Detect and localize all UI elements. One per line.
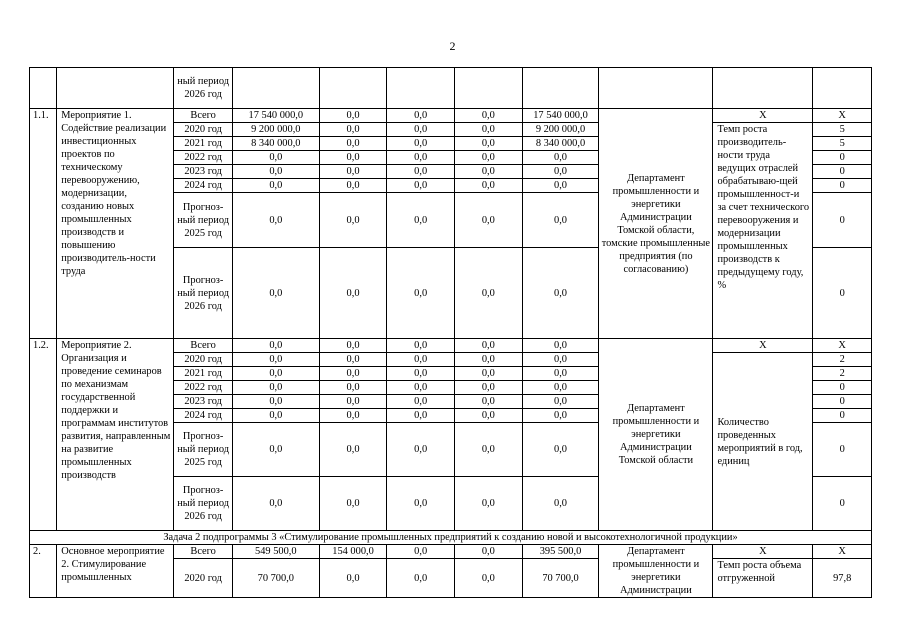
table-row: 2022 год 0,0 0,0 0,0 0,0 0,0 0	[30, 151, 872, 165]
indicator-cell: Темп роста производитель-ности труда ведущих отраслей обрабатываю-щей промышленност-и за счет технического перевооружения и модернизации промышленных производств к предыдущему году, %	[713, 123, 813, 339]
table-row: 2024 год 0,0 0,0 0,0 0,0 0,0 0	[30, 409, 872, 423]
table-row: Прогноз-ный период 2026 год 0,0 0,0 0,0 0,0 0,0 0	[30, 477, 872, 531]
table-row: 2024 год 0,0 0,0 0,0 0,0 0,0 0	[30, 179, 872, 193]
task-heading: Задача 2 подпрограммы 3 «Стимулирование промышленных предприятий к созданию новой и высокотехнологичной продукции»	[30, 531, 872, 545]
indicator-cell: Количество проведенных мероприятий в год, единиц	[713, 353, 813, 531]
table-row: 1.2. Мероприятие 2. Организация и проведение семинаров по механизмам государственной поддержки и программам институтов развития, направленным на развитие промышленных производств Всего 0,0 0,0 0,0 0,0 0,0 Департамент промышленности и энергетики Администрации Томской области Х Х	[30, 339, 872, 353]
table-row: Прогноз-ный период 2026 год 0,0 0,0 0,0 0,0 0,0 0	[30, 248, 872, 339]
page-number: 2	[449, 39, 456, 53]
table-row: 2021 год 0,0 0,0 0,0 0,0 0,0 2	[30, 367, 872, 381]
measure-name: Мероприятие 1. Содействие реализации инвестиционных проектов по техническому перевооружению, модернизации, созданию новых промышленных производств и повышению производитель-ности труда	[57, 109, 174, 339]
year-cell: ный период 2026 год	[174, 68, 233, 109]
table-row: 2020 год 0,0 0,0 0,0 0,0 0,0 Количество проведенных мероприятий в год, единиц 2	[30, 353, 872, 367]
measure-name: Мероприятие 2. Организация и проведение семинаров по механизмам государственной поддержки и программам институтов развития, направленным на развитие промышленных производств	[57, 339, 174, 531]
row-number: 1.2.	[30, 339, 57, 531]
table-row	[30, 531, 872, 545]
table-row: 1.1. Мероприятие 1. Содействие реализации инвестиционных проектов по техническому перевооружению, модернизации, созданию новых промышленных производств и повышению производитель-ности труда Всего 17 540 000,0 0,0 0,0 0,0 17 540 000,0 Департамент промышленности и энергетики Администрации Томской области, томские промышленные предприятия (по согласованию) Х Х	[30, 109, 872, 123]
indicator-cell: Темп роста объема отгруженной	[713, 559, 813, 598]
department-cell: Департамент промышленности и энергетики Администрации Томской области	[599, 339, 713, 531]
table-row	[30, 68, 872, 109]
table-row: 2021 год 8 340 000,0 0,0 0,0 0,0 8 340 000,0 5	[30, 137, 872, 151]
row-number: 2.	[30, 545, 57, 598]
table-row: Прогноз-ный период 2025 год 0,0 0,0 0,0 0,0 0,0 0	[30, 423, 872, 477]
table-row: 2020 год 9 200 000,0 0,0 0,0 0,0 9 200 000,0 Темп роста производитель-ности труда ведущих отраслей обрабатываю-щей промышленност-и за счет технического перевооружения и модернизации промышленных производств к предыдущему году, % 5	[30, 123, 872, 137]
department-cell: Департамент промышленности и энергетики Администрации	[599, 545, 713, 598]
table-row: 2. Основное мероприятие 2. Стимулирование промышленных Всего 549 500,0 154 000,0 0,0 0,0 395 500,0 Департамент промышленности и энергетики Администрации Х Х	[30, 545, 872, 559]
table-row: Прогноз-ный период 2025 год 0,0 0,0 0,0 0,0 0,0 0	[30, 193, 872, 248]
table-row: 2023 год 0,0 0,0 0,0 0,0 0,0 0	[30, 395, 872, 409]
table-row: 2022 год 0,0 0,0 0,0 0,0 0,0 0	[30, 381, 872, 395]
table-row: 2020 год 70 700,0 0,0 0,0 0,0 70 700,0 Темп роста объема отгруженной 97,8	[30, 559, 872, 598]
measure-name: Основное мероприятие 2. Стимулирование промышленных	[57, 545, 174, 598]
table-row: 2023 год 0,0 0,0 0,0 0,0 0,0 0	[30, 165, 872, 179]
program-table	[29, 67, 872, 598]
department-cell: Департамент промышленности и энергетики Администрации Томской области, томские промышленные предприятия (по согласованию)	[599, 109, 713, 339]
row-number: 1.1.	[30, 109, 57, 339]
